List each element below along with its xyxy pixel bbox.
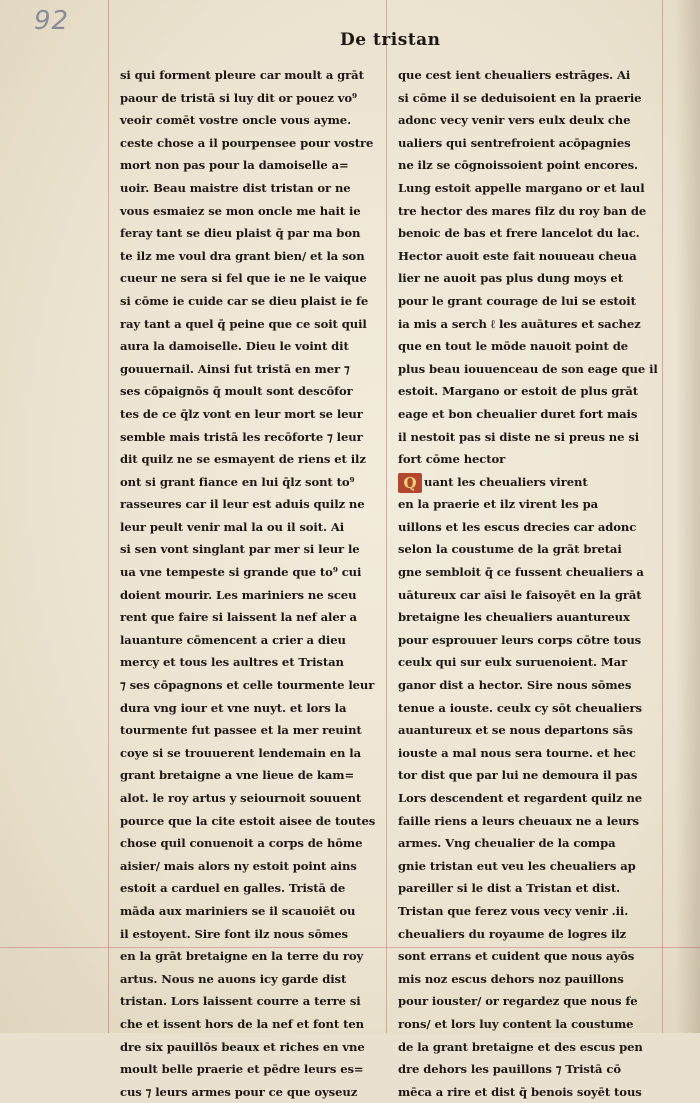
text-line: cueur ne sera si fel que ie ne le vaique (120, 271, 367, 286)
text-line: pareiller si le dist a Tristan et dist. (398, 881, 621, 896)
text-line: rasseures car il leur est aduis quilz ne (120, 497, 365, 512)
text-line: que cest ient cheualiers estrāges. Ai (398, 68, 631, 82)
text-line: armes. Vng cheualier de la compa (398, 836, 616, 851)
text-line: ray tant a quel q̄ peine que ce soit quil (120, 316, 367, 331)
text-line: benoic de bas et frere lancelot du lac. (398, 226, 640, 241)
text-line: grant bretaigne a vne lieue de kam= (120, 768, 355, 783)
text-line: uillons et les escus drecies car adonc (398, 519, 637, 534)
text-line: ont si grant fiance en lui q̄lz sont to⁹ (120, 474, 355, 489)
text-line: leur peult venir mal la ou il soit. Ai (120, 519, 345, 534)
text-line: ne ilz se cōgnoissoient point encores. (398, 158, 638, 173)
text-line: feray tant se dieu plaist q̄ par ma bon (120, 226, 361, 241)
text-line: alot. le roy artus y seiournoit souuent (120, 791, 362, 805)
text-line: estoit a carduel en galles. Tristā de (120, 881, 346, 896)
text-line: ua vne tempeste si grande que to⁹ cui (120, 565, 362, 580)
text-line: si sen vont singlant par mer si leur le (120, 542, 360, 557)
text-line: plus beau iouuenceau de son eage que il (398, 361, 658, 376)
text-line: iouste a mal nous sera tourne. et hec (398, 745, 636, 760)
text-line-content: uant les cheualiers virent (424, 474, 588, 489)
text-line: faille riens a leurs cheuaux ne a leurs (398, 813, 639, 828)
text-line (398, 471, 656, 494)
text-line: doient mourir. Les mariniers ne sceu (120, 587, 357, 602)
text-line: lier ne auoit pas plus dung moys et (398, 271, 623, 286)
text-line: ualiers qui sentrefroient acōpagnies (398, 135, 631, 150)
text-column-left (120, 64, 375, 1103)
text-line: paour de tristā si luy dit or pouez vo⁹ (120, 90, 358, 105)
text-line: mēca a rire et dist q̄ benois soyēt tous (398, 1084, 642, 1099)
text-line: sont errans et cuident que nous ayōs (398, 949, 635, 964)
text-line: vous esmaiez se mon oncle me hait ie (120, 203, 361, 218)
text-line: pource que la cite estoit aisee de toutes (120, 813, 376, 828)
text-line: auantureux et se nous departons sās (398, 723, 633, 738)
text-line: gnie tristan eut veu les cheualiers ap (398, 858, 636, 873)
text-line: tre hector des mares filz du roy ban de (398, 203, 647, 218)
text-line: en la praerie et ilz virent les pa (398, 497, 599, 512)
text-line: mort non pas pour la damoiselle a= (120, 158, 349, 173)
running-head: De tristan (340, 30, 441, 50)
text-line: fort cōme hector (398, 452, 506, 467)
text-line: pour iouster/ or regardez que nous fe (398, 994, 638, 1009)
page-edge-shadow (676, 0, 700, 1033)
text-line: de la grant bretaigne et des escus pen (398, 1039, 643, 1054)
text-line: cus ⁊ leurs armes pour ce que oyseuz (120, 1084, 358, 1099)
text-line: bretaigne les cheualiers auantureux (398, 610, 630, 625)
text-line: rons/ et lors luy content la coustume (398, 1016, 634, 1031)
text-line: selon la coustume de la grāt bretai (398, 542, 622, 557)
text-line: si qui forment pleure car moult a grāt (120, 68, 364, 82)
text-line: si cōme ie cuide car se dieu plaist ie fe (120, 293, 369, 308)
text-line: Lung estoit appelle margano or et laul (398, 180, 645, 195)
text-line: semble mais tristā les recōforte ⁊ leur (120, 429, 363, 444)
text-line: che et issent hors de la nef et font ten (120, 1016, 364, 1031)
text-line: māda aux mariniers se il scauoiēt ou (120, 903, 356, 918)
text-line: dre six pauillōs beaux et riches en vne (120, 1039, 365, 1054)
text-line: ia mis a serch ℓ les auātures et sachez (398, 316, 641, 331)
folio-number: 92 (34, 6, 70, 36)
text-line: dura vng iour et vne nuyt. et lors la (120, 700, 347, 715)
text-line: coye si se trouuerent lendemain en la (120, 745, 361, 760)
text-line: tes de ce q̄lz vont en leur mort se leur (120, 406, 363, 421)
text-line: uātureux car aīsi le faisoyēt en la grāt (398, 587, 642, 602)
text-line: pour esprouuer leurs corps cōtre tous (398, 632, 642, 647)
text-line: ceulx qui sur eulx suruenoient. Mar (398, 655, 628, 670)
text-line: dit quilz ne se esmayent de riens et ilz (120, 452, 366, 467)
text-line: tourmente fut passee et la mer reuint (120, 723, 362, 738)
text-line: mis noz escus dehors noz pauillons (398, 971, 624, 986)
text-line: cheualiers du royaume de logres ilz (398, 926, 627, 941)
ruling-line-middle (386, 0, 387, 1033)
text-line: eage et bon cheualier duret fort mais (398, 406, 638, 421)
text-line: gouuernail. Ainsi fut tristā en mer ⁊ (120, 361, 350, 376)
text-line: chose quil conuenoit a corps de hōme (120, 836, 363, 851)
text-line: rent que faire si laissent la nef aler a (120, 610, 357, 625)
text-line: gne sembloit q̄ ce fussent cheualiers a (398, 565, 644, 580)
text-line: aisier/ mais alors ny estoit point ains (120, 858, 357, 873)
text-line: si cōme il se deduisoient en la praerie (398, 90, 642, 105)
ruling-line-left (108, 0, 109, 1033)
text-line: il estoyent. Sire font ilz nous sōmes (120, 926, 348, 941)
text-line: moult belle praerie et pēdre leurs es= (120, 1062, 364, 1077)
text-line: tor dist que par lui ne demoura il pas (398, 768, 638, 783)
text-line: estoit. Margano or estoit de plus grāt (398, 384, 639, 399)
text-line: te ilz me voul dra grant bien/ et la son (120, 248, 365, 263)
text-line: dre dehors les pauillons ⁊ Tristā cō (398, 1062, 621, 1077)
text-line: aura la damoiselle. Dieu le voint dit (120, 339, 349, 354)
text-line: Lors descendent et regardent quilz ne (398, 791, 643, 805)
text-line: artus. Nous ne auons icy garde dist (120, 971, 347, 986)
text-line: lauanture cōmencent a crier a dieu (120, 632, 346, 647)
text-line: ganor dist a hector. Sire nous sōmes (398, 678, 632, 693)
text-line: tristan. Lors laissent courre a terre si (120, 994, 361, 1009)
text-line: en la grāt bretaigne en la terre du roy (120, 949, 364, 964)
text-line: ses cōpaignōs q̄ moult sont descōfor (120, 384, 353, 399)
text-line: Tristan que ferez vous vecy venir .ii. (398, 903, 629, 918)
decorated-initial: Q (398, 473, 422, 493)
ruling-line-right (662, 0, 663, 1033)
text-line: uoir. Beau maistre dist tristan or ne (120, 180, 351, 195)
text-column-right (398, 64, 656, 1103)
text-line: que en tout le mōde nauoit point de (398, 339, 628, 354)
text-line: Hector auoit este fait nouueau cheua (398, 248, 637, 263)
text-line: mercy et tous les aultres et Tristan (120, 655, 344, 670)
text-line: adonc vecy venir vers eulx deulx che (398, 113, 631, 128)
text-line: ceste chose a il pourpensee pour vostre (120, 135, 374, 150)
text-line: veoir comēt vostre oncle vous ayme. (120, 113, 352, 128)
text-line: pour le grant courage de lui se estoit (398, 293, 636, 308)
text-line: il nestoit pas si diste ne si preus ne si (398, 429, 640, 444)
text-line: ⁊ ses cōpagnons et celle tourmente leur (120, 678, 375, 693)
text-line: tenue a iouste. ceulx cy sōt cheualiers (398, 700, 642, 715)
